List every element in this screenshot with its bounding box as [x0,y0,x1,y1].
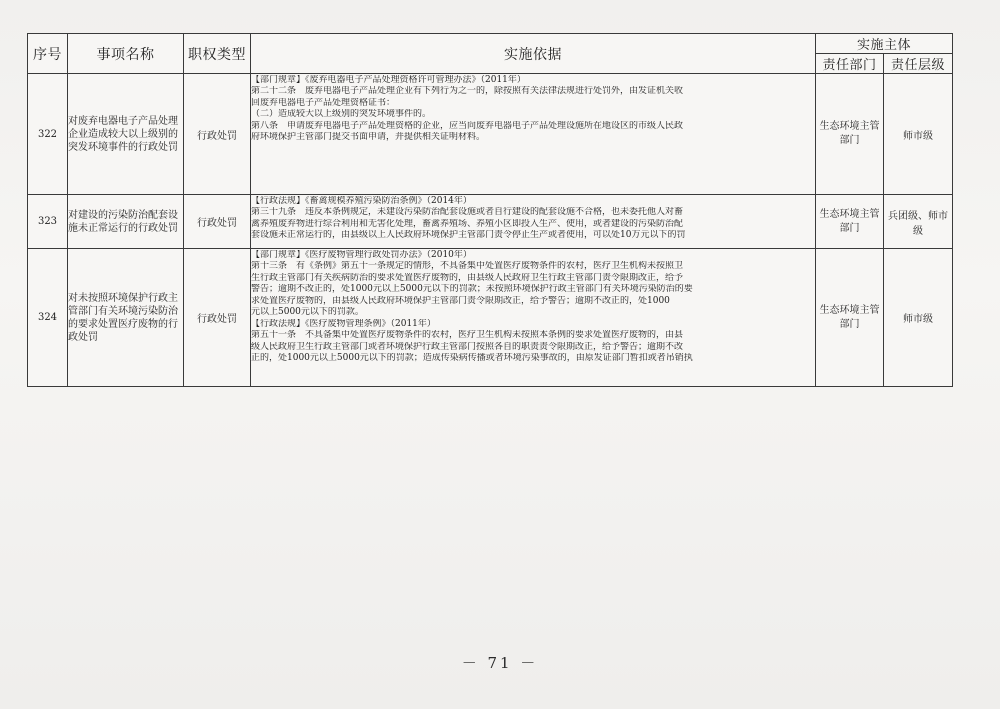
basis-line: 生行政主管部门有关疾病防治的要求处置医疗废物的，由县级人民政府卫生行政主管部门责令限期改正，给予 [251,272,684,283]
row-resp-level: 兵团级、师市级 [884,195,953,249]
row-power-type: 行政处罚 [184,195,251,249]
table-row [28,195,953,249]
row-resp-dept: 生态环境主管部门 [816,74,884,195]
basis-line: 【部门规章】《废弃电器电子产品处理资格许可管理办法》（2011年） [251,74,526,85]
basis-line: 【部门规章】《医疗废物管理行政处罚办法》（2010年） [251,249,472,260]
table-header-row [28,34,953,54]
basis-line: 警告；逾期不改正的，处1000元以上5000元以下的罚款；未按照环境保护行政主管部门有关环境污染防治的要 [251,284,693,294]
row-seq: 324 [28,249,68,387]
header-basis: 实施依据 [251,34,816,74]
row-basis [251,74,816,195]
basis-line: 级人民政府卫生行政主管部门或者环境保护行政主管部门按照各自的职责责令限期改正，给予警告；逾期不改 [251,341,684,352]
row-item-name: 对废弃电器电子产品处理企业造成较大以上级别的突发环境事件的行政处罚 [68,74,184,195]
row-power-type: 行政处罚 [184,74,251,195]
basis-line: 正的，处1000元以上5000元以下的罚款；造成传染病传播或者环境污染事故的，由原发证部门暂扣或者吊销执 [251,353,693,363]
header-subject: 实施主体 [816,34,953,54]
basis-line: 第三十九条 违反本条例规定，未建设污染防治配套设施或者自行建设的配套设施不合格，也未委托他人对畜 [251,207,684,217]
row-basis [251,249,816,387]
basis-line: 套设施未正常运行的，由县级以上人民政府环境保护主管部门责令停止生产或者使用，可以处10万元以下的罚 [251,230,686,240]
basis-line: 第八条 申请废弃电器电子产品处理资格的企业，应当向废弃电器电子产品处理设施所在地设区的市级人民政 [251,120,684,131]
basis-line: 求处置医疗废物的，由县级人民政府环境保护主管部门责令限期改正，给予警告；逾期不改正的，处1000 [251,295,670,306]
row-seq: 322 [28,74,68,195]
page-number: － 71 － [461,654,539,672]
header-item-name: 事项名称 [68,34,184,74]
row-seq: 323 [28,195,68,249]
row-resp-level: 师市级 [884,74,953,195]
basis-line: 第五十一条 不具备集中处置医疗废物条件的农村，医疗卫生机构未按照本条例的要求处置医疗废物的，由县 [251,330,684,340]
basis-line: 元以上5000元以下的罚款。 [251,307,364,317]
header-resp-level: 责任层级 [884,54,953,74]
basis-line: 禽养殖废弃物进行综合利用和无害化处理，畜禽养殖场、养殖小区即投入生产、使用，或者建设的污染防治配 [251,218,684,229]
row-item-name: 对未按照环境保护行政主管部门有关环境污染防治的要求处置医疗废物的行政处罚 [68,249,184,387]
row-resp-level: 师市级 [884,249,953,387]
row-power-type: 行政处罚 [184,249,251,387]
table-row [28,249,953,387]
basis-line: 【行政法规】《医疗废物管理条例》（2011年） [251,318,436,329]
header-resp-dept: 责任部门 [816,54,884,74]
basis-line: 第十三条 有《条例》第五十一条规定的情形，不具备集中处置医疗废物条件的农村，医疗卫生机构未按照卫 [251,261,684,271]
basis-line: 回废弃电器电子产品处理资格证书： [251,97,396,108]
authority-table [27,33,953,387]
row-resp-dept: 生态环境主管部门 [816,249,884,387]
basis-line: 第二十二条 废弃电器电子产品处理企业有下列行为之一的，除按照有关法律法规进行处罚外，由发证机关收 [251,86,684,96]
table-row [28,74,953,195]
header-power-type: 职权类型 [184,34,251,74]
row-resp-dept: 生态环境主管部门 [816,195,884,249]
basis-line: 府环境保护主管部门提交书面申请，并提供相关证明材料。 [251,132,486,142]
row-item-name: 对建设的污染防治配套设施未正常运行的行政处罚 [68,195,184,249]
header-seq: 序号 [28,34,68,74]
row-basis [251,195,816,249]
basis-line: 【行政法规】《畜禽规模养殖污染防治条例》（2014年） [251,195,472,206]
basis-line: （二）造成较大以上级别的突发环境事件的。 [251,109,432,119]
